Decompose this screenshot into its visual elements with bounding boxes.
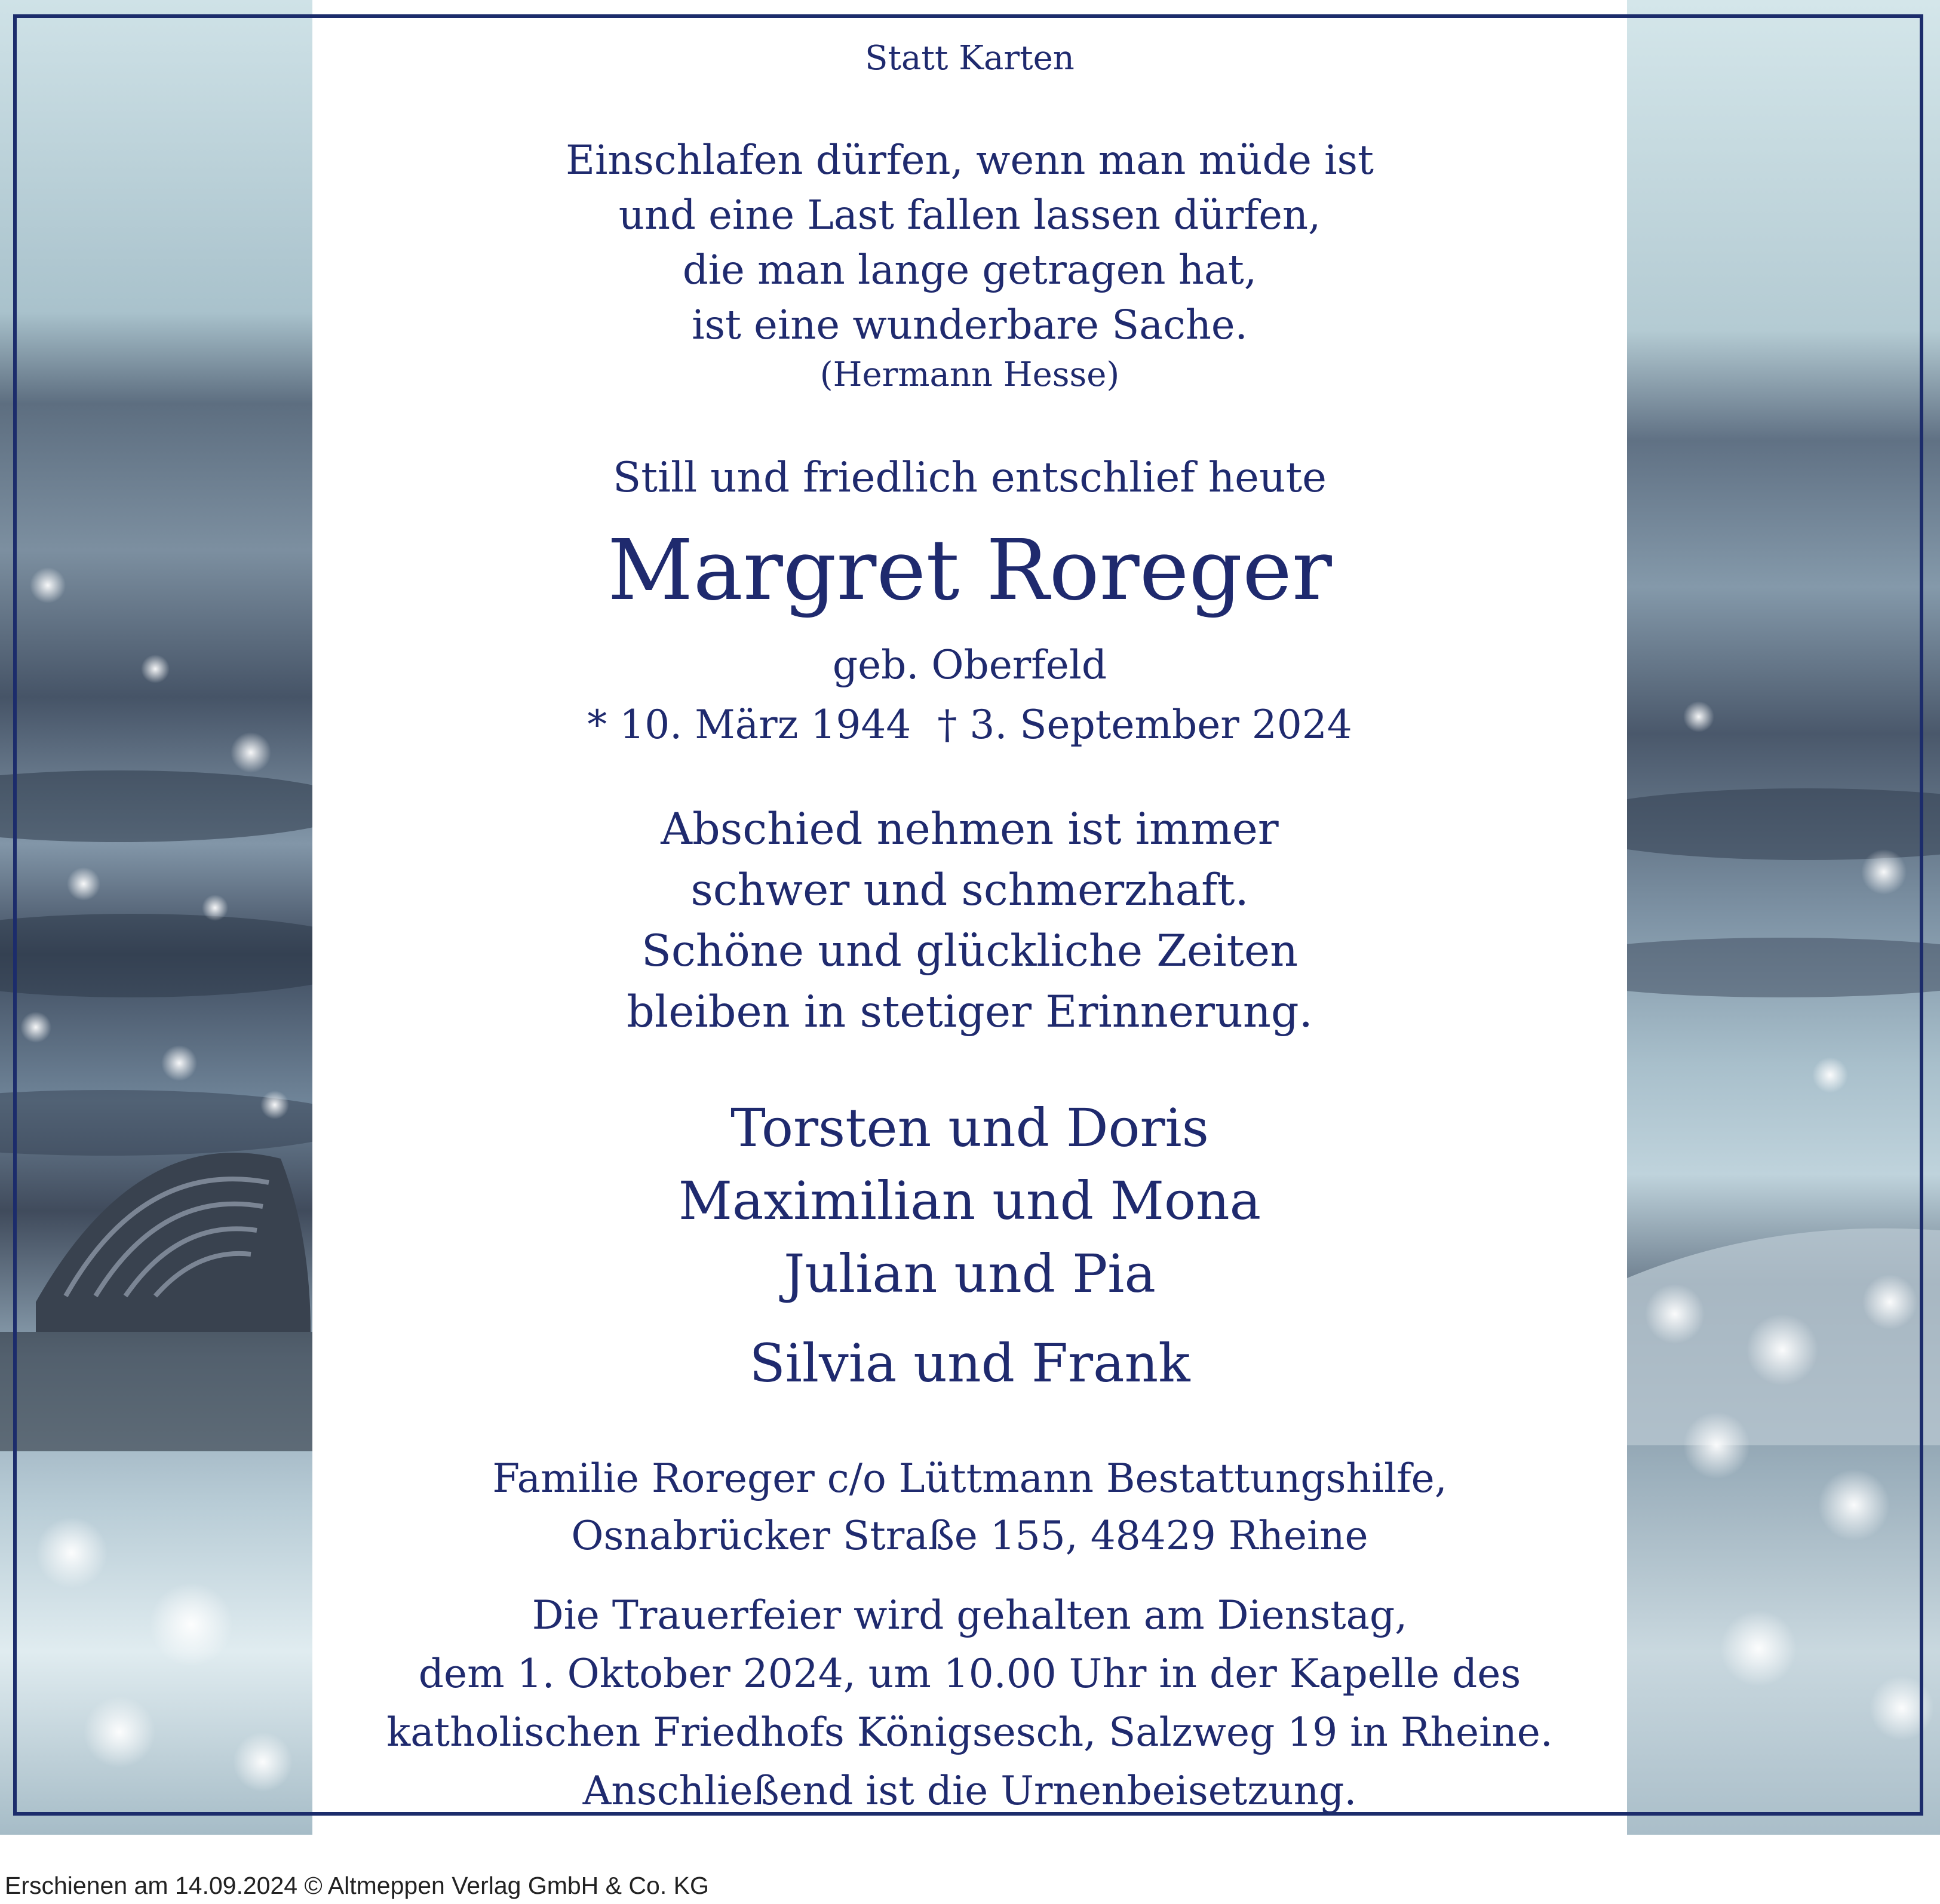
life-dates-line — [312, 698, 1627, 753]
quote-author-line: (Hermann Hesse) — [819, 355, 1120, 394]
quote-line: die man lange getragen hat, — [682, 247, 1257, 293]
ceremony-details — [312, 1586, 1627, 1820]
mourners-extra — [312, 1327, 1627, 1400]
publication-credit: Erschienen am 14.09.2024 © Altmeppen Verlag GmbH & Co. KG — [5, 1872, 709, 1899]
announcement — [312, 449, 1627, 506]
intro-line: Statt Karten — [865, 39, 1075, 78]
life-dates — [312, 698, 1627, 753]
ceremony-line: dem 1. Oktober 2024, um 10.00 Uhr in der Kapelle des — [418, 1651, 1521, 1697]
birth-name-line: geb. Oberfeld — [832, 642, 1107, 688]
quote-line: ist eine wunderbare Sache. — [692, 302, 1248, 348]
mourner: Maximilian und Mona — [678, 1170, 1261, 1232]
deceased-name — [312, 517, 1627, 625]
verse-line: schwer und schmerzhaft. — [690, 865, 1249, 916]
contact-address — [312, 1450, 1627, 1565]
mourners-list — [312, 1092, 1627, 1310]
quote — [312, 133, 1627, 352]
ceremony-line: Anschließend ist die Urnenbeisetzung. — [582, 1768, 1357, 1814]
address-line: Osnabrücker Straße 155, 48429 Rheine — [571, 1513, 1368, 1559]
deceased-name-line: Margret Roreger — [607, 522, 1332, 619]
birth-date: * 10. März 1944 — [587, 702, 911, 748]
birth-name — [312, 638, 1627, 693]
ceremony-line: katholischen Friedhofs Königsesch, Salzweg 19 in Rheine. — [386, 1709, 1553, 1755]
quote-line: und eine Last fallen lassen dürfen, — [618, 192, 1321, 238]
announcement-line: Still und friedlich entschlief heute — [612, 454, 1327, 502]
quote-author — [312, 351, 1627, 399]
mourner: Silvia und Frank — [749, 1332, 1190, 1394]
address-line: Familie Roreger c/o Lüttmann Bestattungshilfe, — [492, 1455, 1447, 1501]
mourner: Julian und Pia — [784, 1243, 1156, 1304]
beach-photo-right — [1627, 0, 1940, 1835]
verse-line: Abschied nehmen ist immer — [661, 804, 1279, 855]
mourner: Torsten und Doris — [730, 1097, 1209, 1159]
farewell-verse — [312, 799, 1627, 1043]
quote-line: Einschlafen dürfen, wenn man müde ist — [566, 137, 1374, 183]
death-date: † 3. September 2024 — [937, 702, 1352, 748]
beach-photo-left — [0, 0, 312, 1835]
ceremony-line: Die Trauerfeier wird gehalten am Dienstag, — [532, 1592, 1408, 1638]
verse-line: bleiben in stetiger Erinnerung. — [627, 987, 1313, 1037]
beach-water-image — [0, 0, 312, 1835]
verse-line: Schöne und glückliche Zeiten — [641, 926, 1299, 976]
intro-text — [312, 35, 1627, 82]
beach-water-image — [1627, 0, 1940, 1835]
